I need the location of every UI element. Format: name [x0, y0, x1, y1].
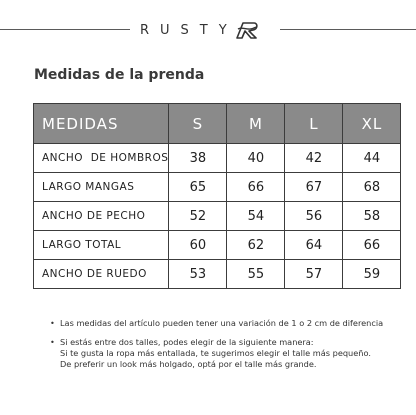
- bullet: •: [50, 337, 55, 347]
- bullet: •: [50, 318, 55, 328]
- note-text: Si te gusta la ropa más entallada, te sugerimos elegir el talle más pequeño.: [60, 348, 371, 358]
- table-row: [34, 260, 401, 289]
- row-label-cell: LARGO MANGAS: [34, 173, 169, 202]
- measurement-cell: 66: [343, 231, 401, 260]
- header-size-cell: S: [169, 104, 227, 144]
- measurement-cell: 44: [343, 144, 401, 173]
- note-text: Si estás entre dos talles, podes elegir de la siguiente manera:: [60, 337, 314, 347]
- measurement-cell: 68: [343, 173, 401, 202]
- measurement-cell: 55: [227, 260, 285, 289]
- note-text: Las medidas del artículo pueden tener una variación de 1 o 2 cm de diferencia: [60, 318, 384, 328]
- brand-name: RUSTY: [140, 22, 238, 38]
- measurement-cell: 58: [343, 202, 401, 231]
- table-row: [34, 173, 401, 202]
- header-size-cell: M: [227, 104, 285, 144]
- row-label-cell: ANCHO DE HOMBROS: [34, 144, 169, 173]
- measurement-cell: 64: [285, 231, 343, 260]
- table-row: [34, 202, 401, 231]
- measurement-cell: 54: [227, 202, 285, 231]
- row-label-cell: ANCHO DE PECHO: [34, 202, 169, 231]
- measurement-cell: 66: [227, 173, 285, 202]
- measurement-cell: 65: [169, 173, 227, 202]
- brand-header: [140, 20, 272, 40]
- measurement-cell: 67: [285, 173, 343, 202]
- measurement-cell: 42: [285, 144, 343, 173]
- note-item: [50, 337, 383, 370]
- note-item: [50, 318, 383, 329]
- table-row: [34, 231, 401, 260]
- measurement-cell: 62: [227, 231, 285, 260]
- row-label-cell: ANCHO DE RUEDO: [34, 260, 169, 289]
- size-chart-table: [33, 103, 401, 289]
- header-divider-right: [280, 29, 416, 30]
- page-title: Medidas de la prenda: [34, 67, 205, 83]
- row-label-cell: LARGO TOTAL: [34, 231, 169, 260]
- header-size-cell: XL: [343, 104, 401, 144]
- measurement-cell: 52: [169, 202, 227, 231]
- header-divider-left: [0, 29, 130, 30]
- table-row: [34, 144, 401, 173]
- measurement-cell: 59: [343, 260, 401, 289]
- measurement-cell: 56: [285, 202, 343, 231]
- measurement-cell: 40: [227, 144, 285, 173]
- measurement-cell: 38: [169, 144, 227, 173]
- note-text: De preferir un look más holgado, optá por el talle más grande.: [60, 359, 317, 369]
- measurement-cell: 60: [169, 231, 227, 260]
- notes-section: [50, 318, 383, 378]
- header-label-cell: MEDIDAS: [34, 104, 169, 144]
- measurement-cell: 57: [285, 260, 343, 289]
- table-header-row: [34, 104, 401, 144]
- header-size-cell: L: [285, 104, 343, 144]
- rusty-r-logo-icon: [234, 20, 260, 40]
- measurement-cell: 53: [169, 260, 227, 289]
